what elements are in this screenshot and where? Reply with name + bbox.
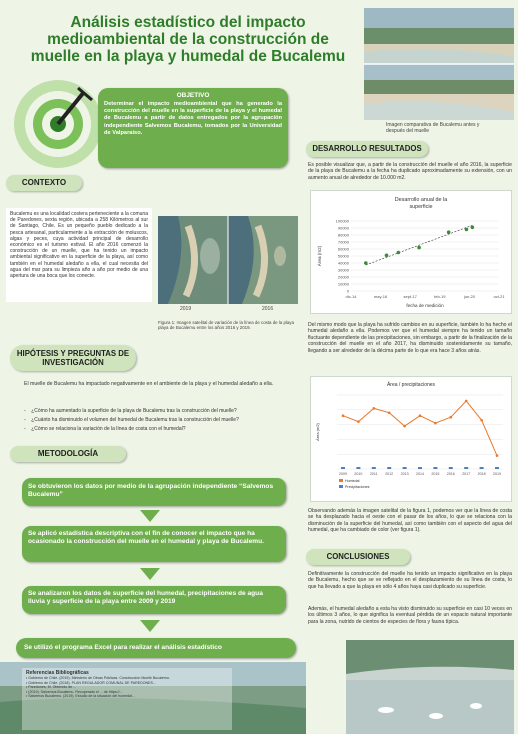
data-point xyxy=(385,254,389,258)
metodologia-step-2: Se aplicó estadística descriptiva con el fin de conocer el impacto que ha ocasionado la construcción del muelle en el humedal y playa de Bucalemu. xyxy=(22,526,286,562)
question-text: ¿Cómo se relaciona la variación de la línea de costa con el humedal? xyxy=(31,426,186,432)
down-arrow-icon xyxy=(140,510,160,522)
precip-marker xyxy=(372,467,376,469)
legend-label: Humedal xyxy=(345,479,360,483)
precip-marker xyxy=(418,467,422,469)
hipotesis-question-1 xyxy=(24,408,294,414)
precip-marker xyxy=(341,467,345,469)
x-tick-label: 2015 xyxy=(431,472,440,476)
objetivo-text: Determinar el impacto medioambiental que ha generado la construcción del muelle en la superficie de la playa y el humedal de Bucalemu a partir de datos entregados por la agrupación independiente Salvemos Bucalemu, tomados por la Universidad de Valparaíso. xyxy=(104,101,282,136)
x-tick-label: dic-14 xyxy=(345,294,357,299)
data-point xyxy=(447,230,451,234)
referencias-heading: Referencias Bibliográficas xyxy=(26,670,89,676)
y-tick-label: 10000 xyxy=(337,281,349,287)
data-point xyxy=(388,411,391,414)
y-tick-label: 40000 xyxy=(337,260,349,266)
precip-marker xyxy=(433,467,437,469)
trendline xyxy=(366,225,473,265)
x-tick-label: 2011 xyxy=(369,472,378,476)
legend-swatch xyxy=(339,485,343,488)
resultados-text-2: Del mismo modo que la playa ha sufrido cambios en su superficie, también lo ha hecho el humedal aledaño a ella. Podemos ver que el humedal siempre ha tenido un tamaño fluctuante dependiente de las precipitaciones, sin embargo, a partir de la finalización de la construcción del muelle en el año 2017, ha disminuido sostenidamente su tamaño, llegando a ser alrededor de la décima parte de lo que era hace 3 años atrás. xyxy=(308,322,512,354)
x-tick-label: 2017 xyxy=(462,472,471,476)
y-tick-label: 30000 xyxy=(337,267,349,273)
referencia-line: • Paredones, M. Obtenido de ... xyxy=(26,685,77,690)
referencia-line: • Gobierno de Chile. (2018). PLAN REGULADOR COMUNAL DE PAREDONES... xyxy=(26,680,156,685)
referencia-line: • (2019). Salvemos Bucalemu. Recuperado el ... de https://... xyxy=(26,689,123,694)
poster-title: Análisis estadístico del impacto medioambiental de la construcción de muelle en la playa y humedal de Bucalemu xyxy=(30,14,346,65)
hipotesis-question-3 xyxy=(24,426,294,432)
precip-marker xyxy=(403,467,407,469)
resultados-text-3: Observando además la imagen satelital de la figura 1, podemos ver que la línea de costa se ha desplazado hacia el oeste con el pasar de los años, lo que se relaciona con la disminución de la superficie del humedal, así como también con el aspecto del agua del humedal, que ha cambiado de color (ver figura 1). xyxy=(308,508,512,534)
legend-swatch xyxy=(339,479,343,482)
data-point xyxy=(373,407,376,410)
data-point xyxy=(364,261,368,265)
hipotesis-question-2 xyxy=(24,417,294,423)
bottom-right-photo xyxy=(346,640,514,734)
hipotesis-heading: HIPÓTESIS Y PREGUNTAS DE INVESTIGACIÓN xyxy=(10,345,136,371)
x-tick-label: 2009 xyxy=(339,472,347,476)
bullet-icon: - xyxy=(24,408,32,414)
question-text: ¿Cuánto ha disminuido el volumen del humedal de Bucalemu tras la construcción del muelle? xyxy=(31,417,239,423)
satellite-year-right: 2016 xyxy=(262,306,274,312)
data-point xyxy=(496,454,499,457)
contexto-heading: CONTEXTO xyxy=(6,175,82,191)
contexto-text: Bucalemu es una localidad costera perteneciente a la comuna de Paredones, sexta región, ubicada a 258 Kilómetros al sur de Santiago, Chile. Es un pequeño pueblo dedicado a la pesca artesanal, particularmente a la extracción de moluscos, algas y peces, cuya actividad principal de desarrollo económico es el turismo estival. El año 2016 comenzó la construcción de un muelle, que ha tenido un impacto ambiental significativo en la superficie de la playa, así como también en el humedal aledaño a ella, el cual necesita del agua del mar para su limpieza año a año por medio de una apertura de una boca que los conecte. xyxy=(6,208,152,302)
bullet-icon: - xyxy=(24,417,32,423)
data-point xyxy=(480,419,483,422)
bucalemu-comparison-photo xyxy=(364,8,514,120)
x-tick-label: 2012 xyxy=(385,472,394,476)
referencia-line: • Gobierno de Chile. (2019). Ministerio de Obras Públicas. Construcción Muelle Bucalemu. xyxy=(26,676,170,680)
y-axis-label: Área (m2) xyxy=(315,423,320,441)
x-tick-label: feb-19 xyxy=(434,294,446,299)
conclusiones-text-1: Definitivamente la construcción del muelle ha tenido un impacto significativo en la playa de Bucalemu, hecho que se ve reflejado en el desplazamiento de su línea de costa, lo que ha llevado a que la playa en sólo 4 años haya casi duplicado su superficie. xyxy=(308,571,512,590)
data-point xyxy=(450,416,453,419)
referencias-box xyxy=(22,668,232,730)
x-tick-label: 2019 xyxy=(493,472,501,476)
x-tick-label: oct-21 xyxy=(493,294,505,299)
data-point xyxy=(357,420,360,423)
y-tick-label: 100000 xyxy=(335,218,349,224)
objetivo-box xyxy=(98,88,288,168)
chart-1-svg xyxy=(311,191,511,313)
precip-marker xyxy=(480,467,484,469)
data-point xyxy=(465,400,468,403)
resultados-heading: DESARROLLO RESULTADOS xyxy=(306,141,428,157)
y-tick-label: 70000 xyxy=(337,239,349,245)
x-axis-label: fecha de medición xyxy=(406,303,444,308)
satellite-image xyxy=(158,216,298,304)
x-tick-label: may-16 xyxy=(373,294,388,299)
metodologia-step-3: Se analizaron los datos de superficie del humedal, precipitaciones de agua lluvia y superficie de la playa entre 2009 y 2019 xyxy=(22,586,286,614)
data-point xyxy=(417,246,421,250)
down-arrow-icon xyxy=(140,568,160,580)
resultados-text-1: Es posible visualizar que, a partir de la construcción del muelle el año 2016, la superficie de la playa de Bucalemu a la fecha ha duplicado aproximadamente su extensión, con un aumento anual de alrededor de 10.000 m2. xyxy=(308,162,512,181)
y-tick-label: 20000 xyxy=(337,274,349,280)
conclusiones-heading: CONCLUSIONES xyxy=(306,549,410,565)
data-point xyxy=(465,228,469,232)
chart-area-precipitaciones xyxy=(310,376,512,502)
question-text: ¿Cómo ha aumentado la superficie de la playa de Bucalemu tras la construcción del muelle? xyxy=(31,408,237,414)
target-icon xyxy=(12,78,104,170)
chart-playa-superficie xyxy=(310,190,512,314)
metodologia-step-1: Se obtuvieron los datos por medio de la agrupación independiente “Salvemos Bucalemu” xyxy=(22,478,286,506)
objetivo-heading: OBJETIVO xyxy=(176,92,210,99)
y-tick-label: 60000 xyxy=(337,246,349,252)
x-tick-label: jun-20 xyxy=(463,294,475,299)
x-tick-label: 2016 xyxy=(446,472,455,476)
x-tick-label: 2014 xyxy=(416,472,424,476)
bucalemu-comparison-image xyxy=(364,8,514,120)
chart-title: Desarrollo anual de la xyxy=(394,197,448,203)
precip-marker xyxy=(464,467,468,469)
down-arrow-icon xyxy=(140,620,160,632)
precip-marker xyxy=(356,467,360,469)
y-tick-label: 50000 xyxy=(337,253,349,259)
referencia-line: • Salvemos Bucalemu. (2019). Estudio de la situación del humedal... xyxy=(26,694,135,699)
precip-marker xyxy=(449,467,453,469)
bullet-icon: - xyxy=(24,426,32,432)
y-axis-label: Área (m2) xyxy=(317,245,322,267)
x-tick-label: sept-17 xyxy=(403,294,417,299)
series-line xyxy=(343,401,497,456)
x-tick-label: 2018 xyxy=(477,472,486,476)
data-point xyxy=(419,414,422,417)
data-point xyxy=(471,226,475,230)
hipotesis-text: El muelle de Bucalemu ha impactado negativamente en el ambiente de la playa y el humedal aledaño a ella. xyxy=(24,381,274,387)
metodologia-heading: METODOLOGÍA xyxy=(10,446,126,462)
data-point xyxy=(342,414,345,417)
precip-marker xyxy=(495,467,499,469)
precip-marker xyxy=(387,467,391,469)
metodologia-step-4: Se utilizó el programa Excel para realizar el análisis estadístico xyxy=(16,638,296,658)
top-photo-caption: Imagen comparativa de Bucalemu antes y después del muelle xyxy=(386,122,480,134)
data-point xyxy=(403,425,406,428)
data-point xyxy=(397,251,401,255)
chart-title: superficie xyxy=(409,204,433,210)
chart-2-svg xyxy=(311,377,511,501)
satellite-year-left: 2019 xyxy=(180,306,192,312)
y-tick-label: 0 xyxy=(346,288,349,294)
x-tick-label: 2010 xyxy=(354,472,363,476)
legend-label: Precipitaciones xyxy=(345,485,370,489)
y-tick-label: 80000 xyxy=(337,232,349,238)
satellite-caption: Figura 1: Imagen satelital de variación de la línea de costa de la playa playa de Bucalemu entre los años 2016 y 2019. xyxy=(158,320,294,331)
conclusiones-text-2: Además, el humedal aledaño a esta ha visto disminuido su superficie en casi 10 veces en los últimos 3 años, lo que significa la eventual pérdida de un espacio natural importante para la zona, nutrido de cientos de especies de flora y fauna típica. xyxy=(308,606,512,625)
x-tick-label: 2013 xyxy=(400,472,409,476)
y-tick-label: 90000 xyxy=(337,225,349,231)
data-point xyxy=(434,422,437,425)
chart-title: Área / precipitaciones xyxy=(386,382,436,388)
